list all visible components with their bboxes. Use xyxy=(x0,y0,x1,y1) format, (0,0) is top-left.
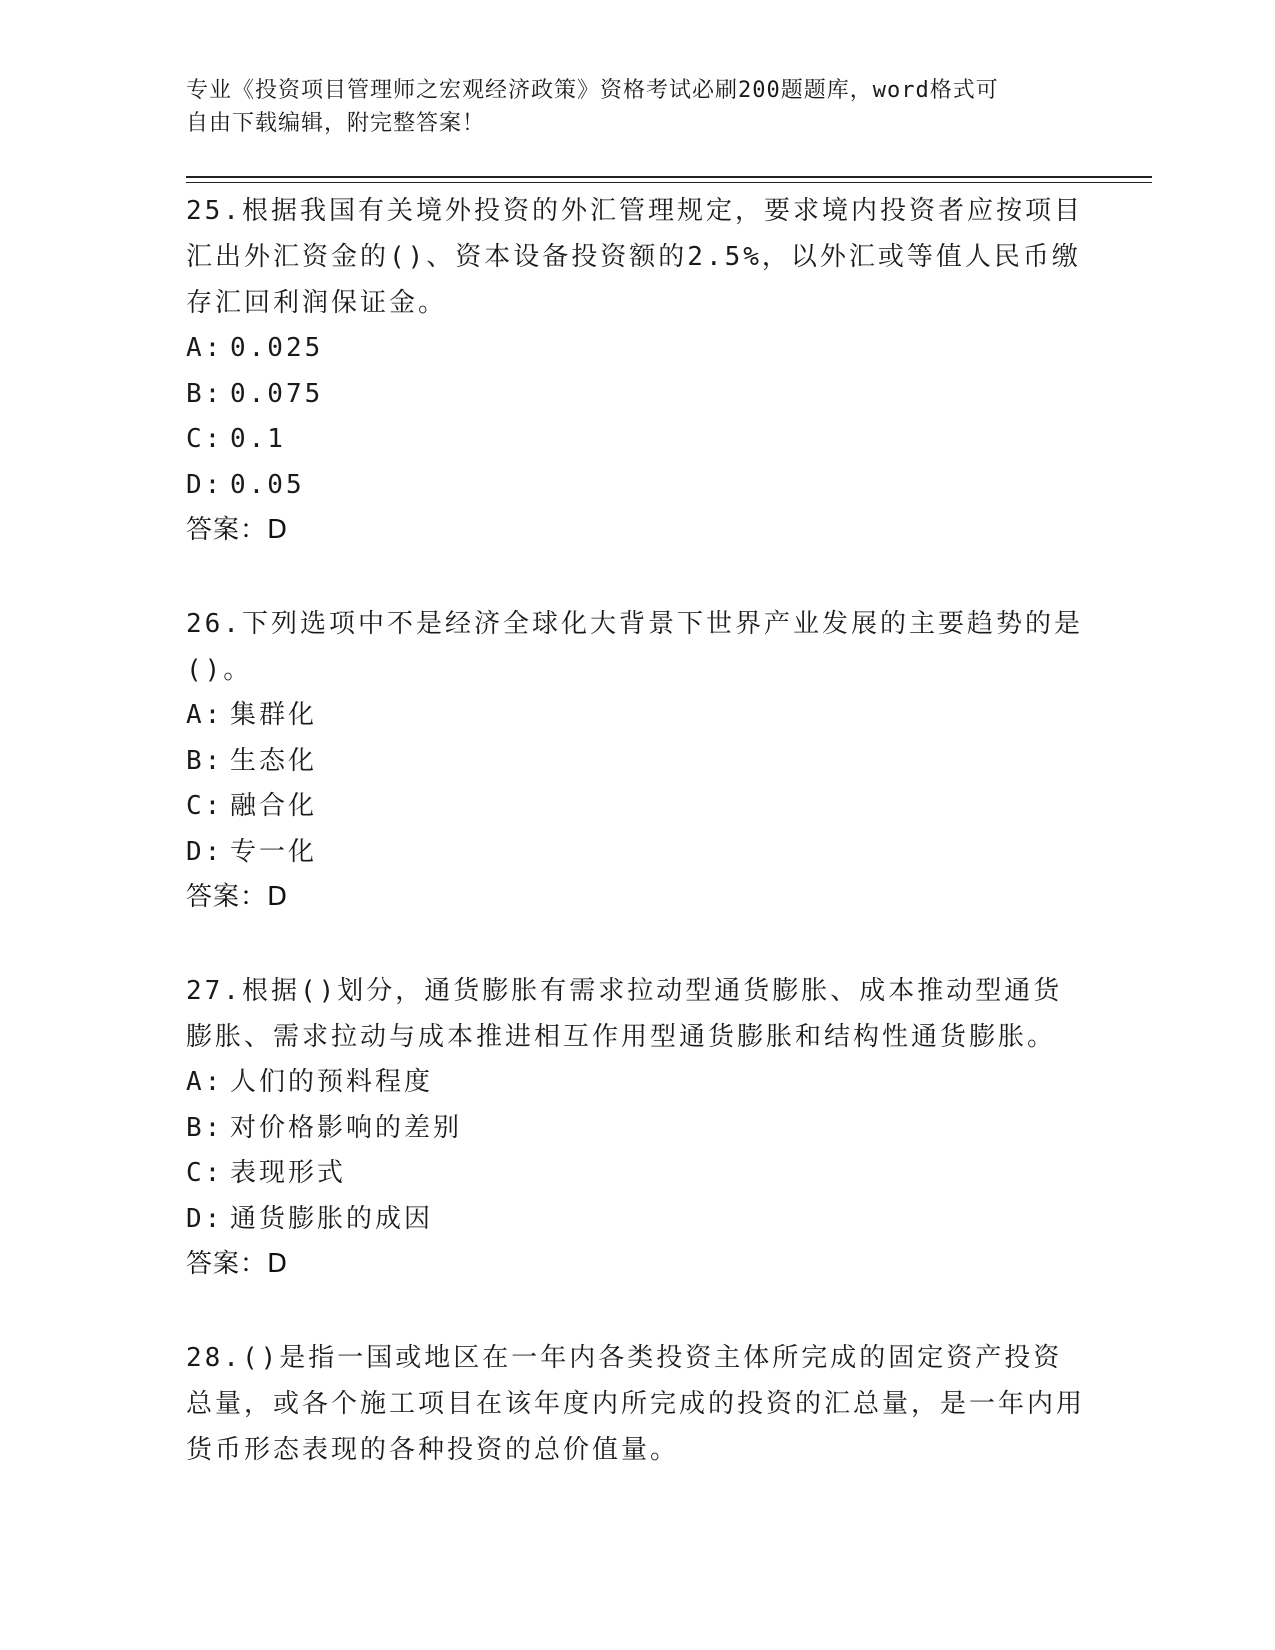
option-text: 0.05 xyxy=(230,469,305,500)
answer-line: 答案：D xyxy=(186,515,289,545)
question-text: 27.根据()划分，通货膨胀有需求拉动型通货膨胀、成本推动型通货膨胀、需求拉动与成本推进相互作用型通货膨胀和结构性通货膨胀。 xyxy=(186,976,1063,1052)
option-b xyxy=(186,1106,1086,1152)
option-letter: A: xyxy=(186,700,224,730)
option-d xyxy=(186,830,1086,876)
option-letter: B: xyxy=(186,378,224,409)
question-text: 28.()是指一国或地区在一年内各类投资主体所完成的固定资产投资总量，或各个施工项目在该年度内所完成的投资的汇总量，是一年内用货币形态表现的各种投资的总价值量。 xyxy=(186,1343,1086,1465)
option-a xyxy=(186,1060,1086,1106)
option-d xyxy=(186,463,1086,509)
option-text: 表现形式 xyxy=(230,1158,347,1188)
question-26 xyxy=(186,601,1086,920)
option-text: 通货膨胀的成因 xyxy=(230,1203,434,1234)
question-list xyxy=(186,188,1086,1473)
option-text: 0.075 xyxy=(230,378,324,409)
option-d xyxy=(186,1197,1086,1243)
spacer xyxy=(186,1287,1086,1335)
option-letter: D: xyxy=(186,836,224,867)
spacer xyxy=(186,553,1086,601)
option-b xyxy=(186,739,1086,785)
option-letter: A: xyxy=(186,1067,224,1097)
header-divider-thick xyxy=(186,176,1152,178)
option-a xyxy=(186,326,1086,372)
question-text: 26.下列选项中不是经济全球化大背景下世界产业发展的主要趋势的是()。 xyxy=(186,609,1083,685)
answer-line: 答案：D xyxy=(186,882,289,912)
header-line-2: 自由下载编辑，附完整答案！ xyxy=(186,111,486,136)
option-a xyxy=(186,693,1086,739)
option-b xyxy=(186,372,1086,418)
spacer xyxy=(186,920,1086,968)
option-letter: A: xyxy=(186,333,224,363)
question-text: 25.根据我国有关境外投资的外汇管理规定，要求境内投资者应按项目汇出外汇资金的()、资本设备投资额的2.5%，以外汇或等值人民币缴存汇回利润保证金。 xyxy=(186,196,1083,318)
option-letter: B: xyxy=(186,1112,224,1143)
option-c xyxy=(186,1151,1086,1197)
question-25 xyxy=(186,188,1086,553)
option-text: 专一化 xyxy=(230,836,318,867)
option-letter: C: xyxy=(186,1158,224,1188)
option-text: 0.1 xyxy=(230,424,286,454)
option-letter: C: xyxy=(186,791,224,821)
option-text: 对价格影响的差别 xyxy=(230,1112,463,1143)
option-text: 人们的预料程度 xyxy=(230,1067,434,1097)
option-c xyxy=(186,417,1086,463)
header-divider-thin xyxy=(186,182,1152,183)
option-letter: D: xyxy=(186,469,224,500)
option-letter: C: xyxy=(186,424,224,454)
question-27 xyxy=(186,968,1086,1287)
document-header xyxy=(186,74,1066,140)
header-line-1: 专业《投资项目管理师之宏观经济政策》资格考试必刷200题题库，word格式可 xyxy=(186,78,999,103)
option-letter: B: xyxy=(186,745,224,776)
option-text: 0.025 xyxy=(230,333,324,363)
answer-line: 答案：D xyxy=(186,1249,289,1279)
option-c xyxy=(186,784,1086,830)
option-letter: D: xyxy=(186,1203,224,1234)
option-text: 集群化 xyxy=(230,700,318,730)
option-text: 生态化 xyxy=(230,745,318,776)
option-text: 融合化 xyxy=(230,791,318,821)
question-28 xyxy=(186,1335,1086,1473)
